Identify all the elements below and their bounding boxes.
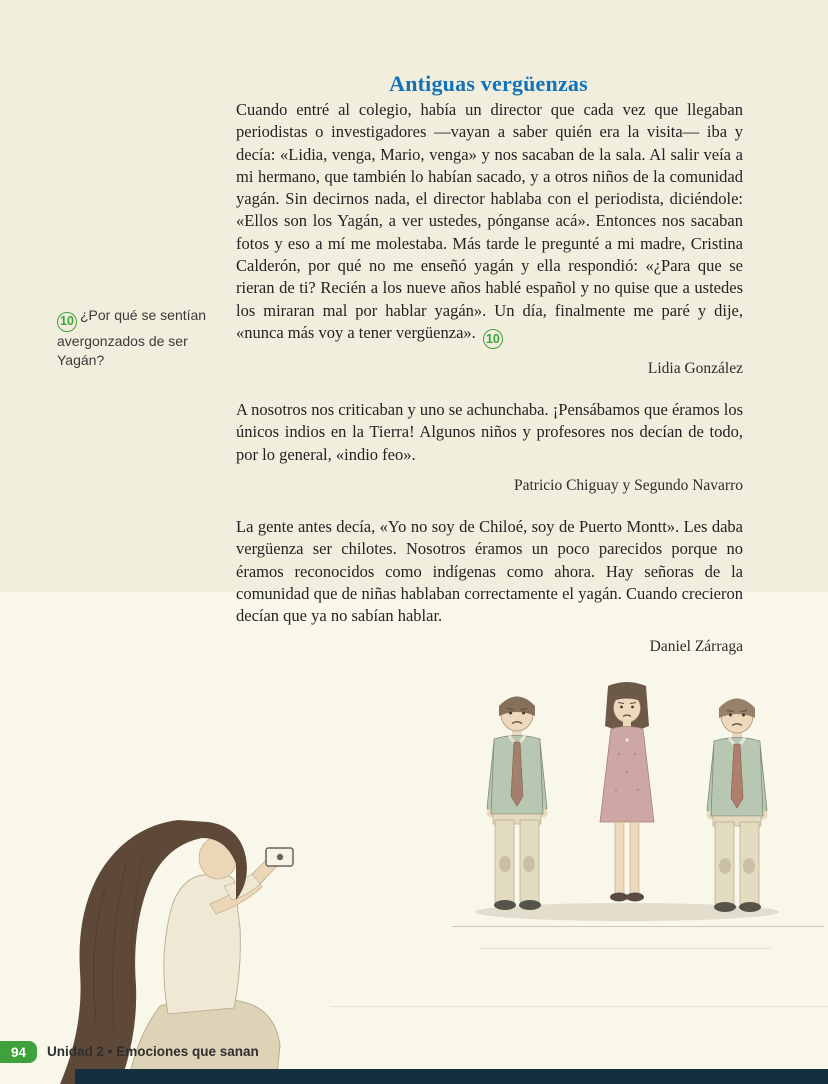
paragraph-1: [236, 99, 743, 349]
page-number-badge: 94: [0, 1041, 37, 1063]
attribution-1: Lidia González: [647, 360, 743, 378]
boy-figure-right: [707, 699, 768, 913]
clue-number-badge-inline: 10: [483, 329, 503, 349]
ground-line: [480, 948, 770, 949]
margin-note-text: ¿Por qué se sentían avergonzados de ser Yagán?: [57, 307, 207, 368]
paragraph-1-text: Cuando entré al colegio, había un director que cada vez que llegaban periodistas o investigadores —vayan a saber quién era la visita— iba y decía: «Lidia, venga, Mario, venga» y nos sacaban de la sala. Al salir veía a mi hermano, que también lo habían sacado, y a otros niños de la comunidad yagán. Sin decirnos nada, el director hablaba con el periodista, diciéndole: «Ellos son los Yagán, a ver ustedes, pónganse acá». Entonces nos sacaban fotos y eso a mí me molestaba. Más tarde le pregunté a mi madre, Cristina Calderón, por qué no me enseñó yagán y ella respondió: «¿Para que se rieran de ti? Recién a los nueve años hablé español y no quise que a ustedes los miraran mal por hablar yagán». Un día, finalmente me paré y dije, «nunca más voy a tener vergüenza».: [236, 100, 743, 342]
boy-figure-left: [487, 697, 548, 911]
paragraph-3: La gente antes decía, «Yo no soy de Chiloé, soy de Puerto Montt». Les daba vergüenza ser chilotes. Nosotros éramos un poco parecidos porque no éramos reconocidos como indígenas como ahora. Hay señoras de la comunidad que de niñas hablaban correctamente el yagán. Cuando crecieron decían que ya no sabían hablar.: [236, 517, 743, 626]
clue-number-badge-margin: 10: [57, 312, 77, 332]
children-illustration: [455, 656, 800, 931]
photographer-illustration: [10, 806, 332, 1084]
attribution-3: Daniel Zárraga: [649, 638, 743, 656]
margin-note: [57, 306, 219, 370]
girl-figure-middle: [600, 682, 654, 902]
ground-line: [330, 1006, 828, 1007]
footer-bar: [75, 1069, 828, 1084]
reading-text-column: [236, 99, 743, 677]
footer-unit-label: Unidad 2 • Emociones que sanan: [47, 1044, 259, 1059]
paragraph-2: A nosotros nos criticaban y uno se achunchaba. ¡Pensábamos que éramos los únicos indios en la Tierra! Algunos niños y profesores nos decían de todo, por lo general, «indio feo».: [236, 400, 743, 464]
attribution-2: Patricio Chiguay y Segundo Navarro: [513, 477, 743, 494]
page-title: Antiguas vergüenzas: [389, 70, 588, 96]
